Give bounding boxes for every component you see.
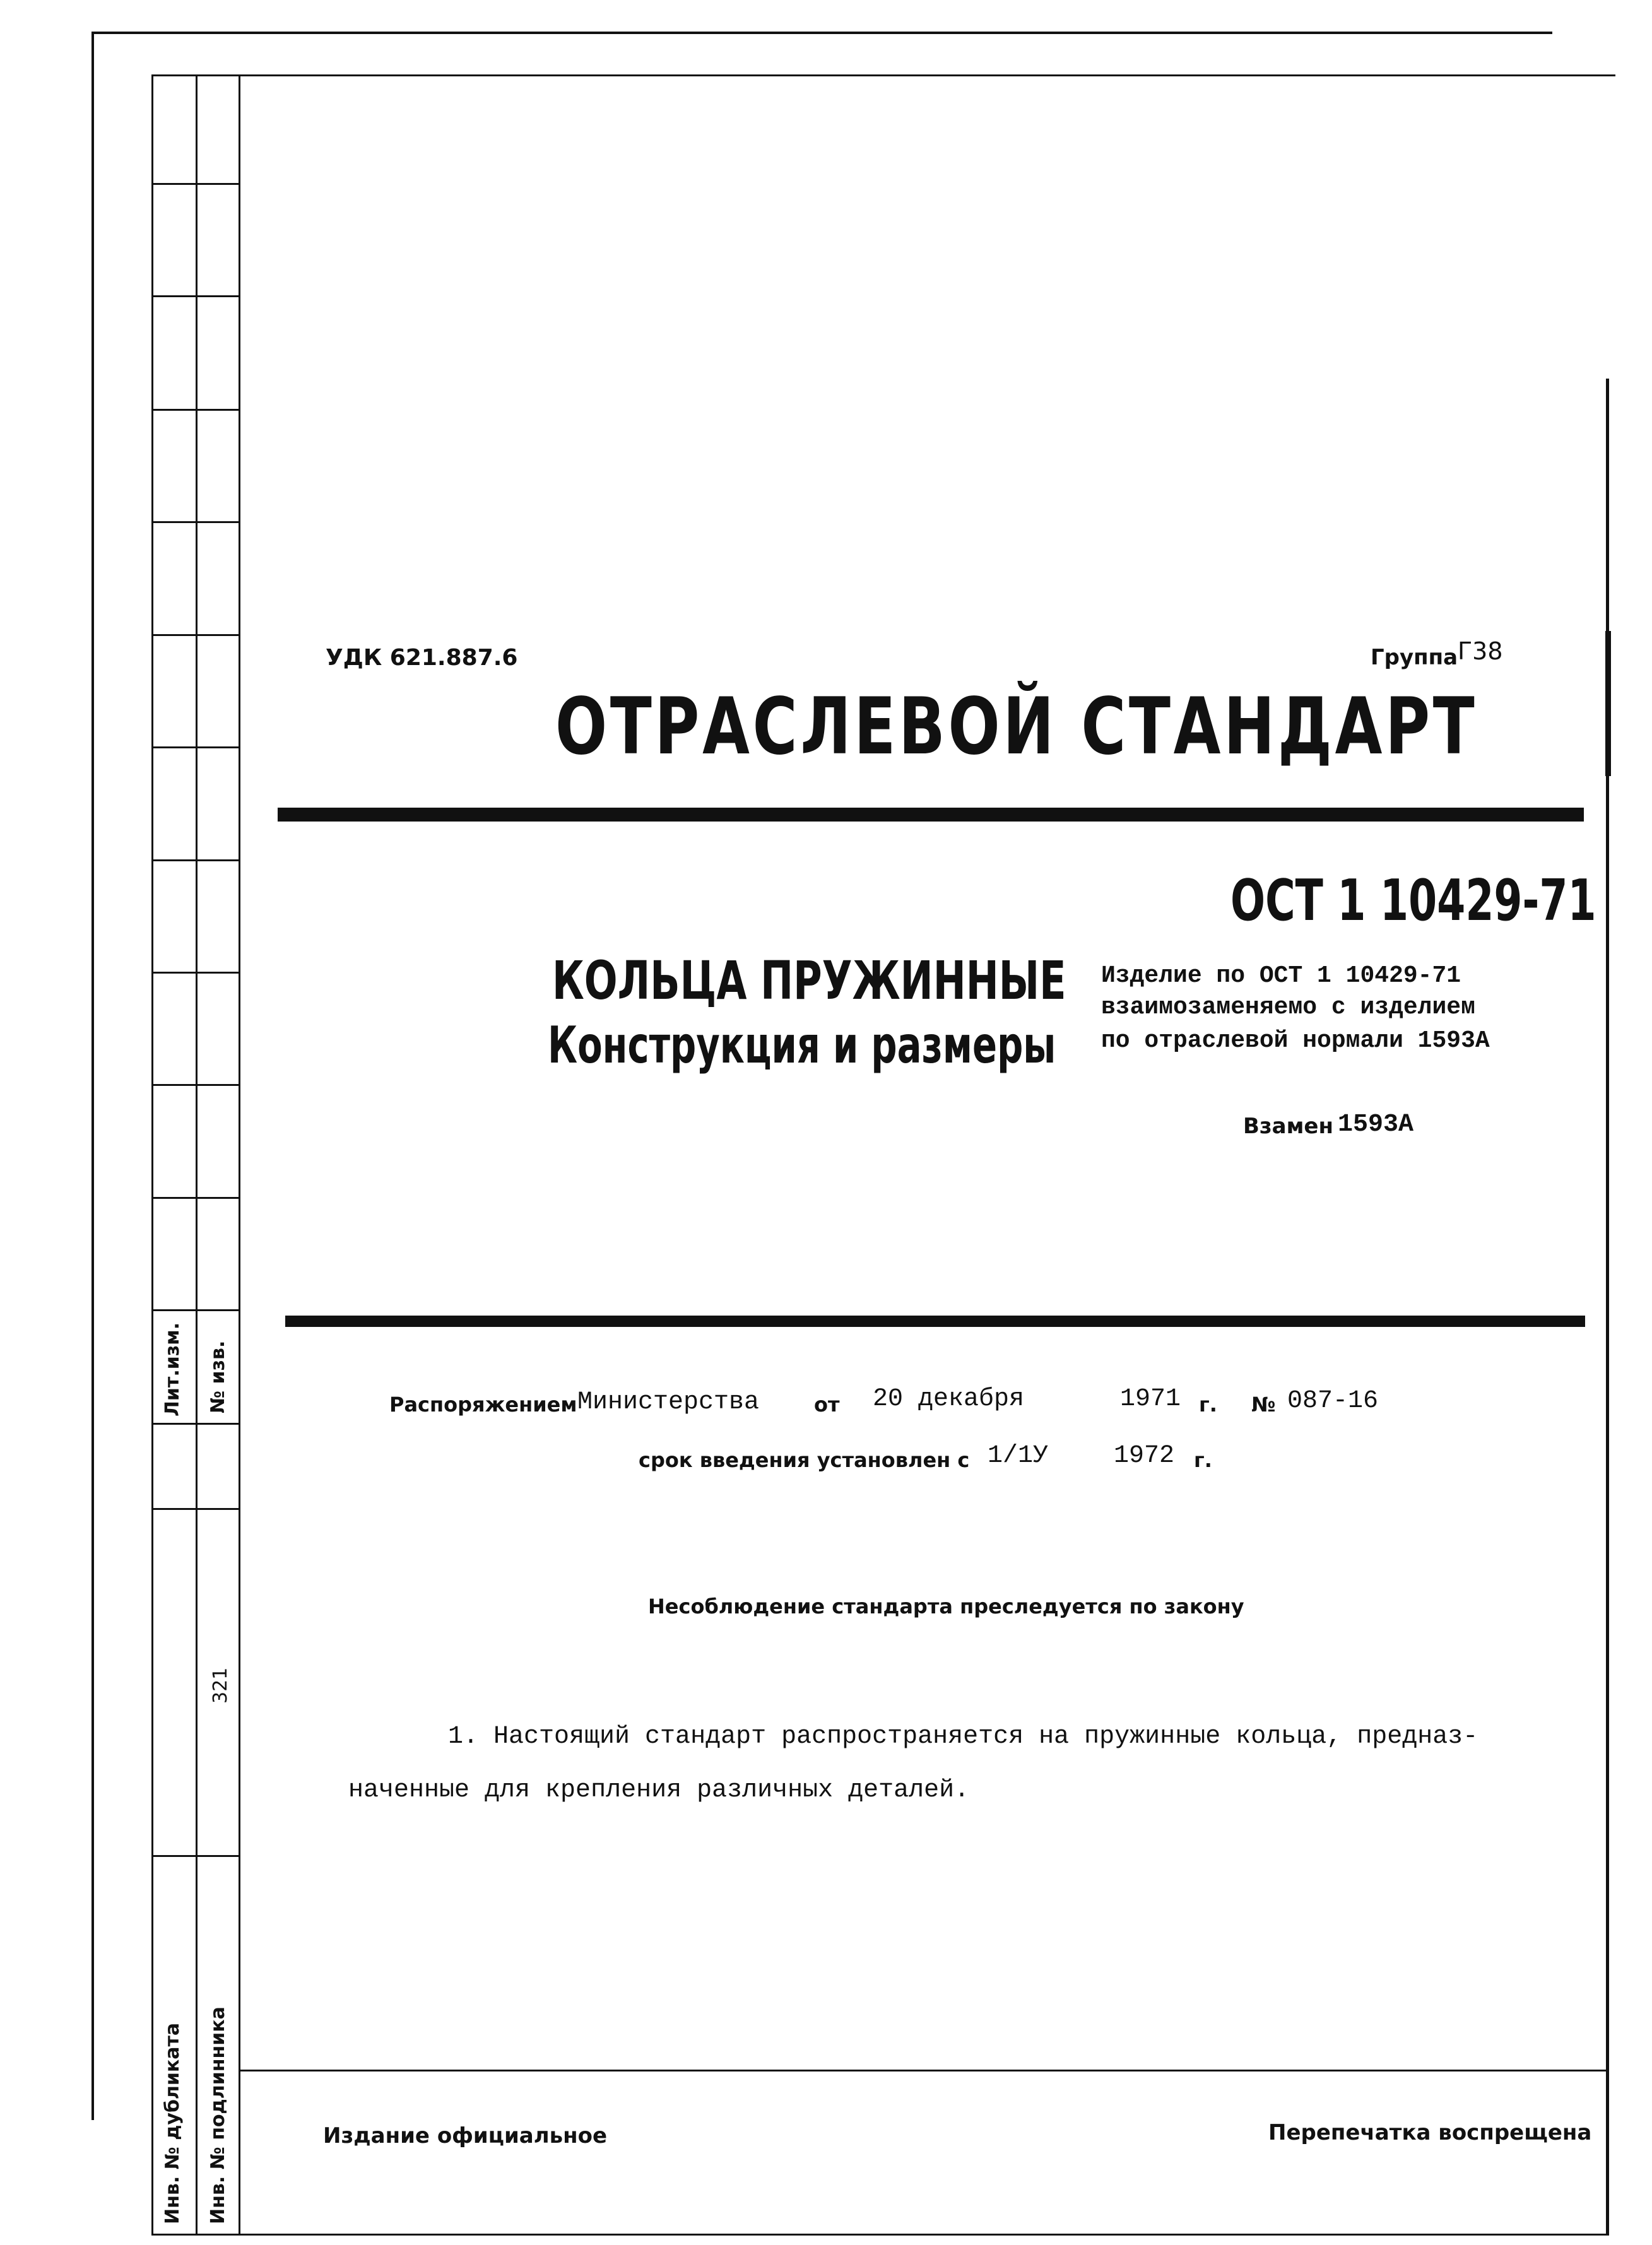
inner-left-border bbox=[151, 74, 153, 2236]
interchange-line-3: по отраслевой нормали 1593А bbox=[1101, 1027, 1490, 1054]
standard-title-1: КОЛЬЦА ПРУЖИННЫЕ bbox=[552, 950, 1066, 1011]
stamp-cell-line bbox=[151, 1508, 240, 1510]
term-label: срок введения установлен с bbox=[639, 1448, 970, 1472]
content-left-border bbox=[239, 74, 240, 2236]
stamp-cell-line bbox=[151, 1855, 240, 1857]
stamp-lit-izm: Лит.изм. bbox=[162, 1322, 184, 1417]
decree-ministry: Министерства bbox=[577, 1388, 760, 1417]
main-title: ОТРАСЛЕВОЙ СТАНДАРТ bbox=[555, 681, 1478, 772]
stamp-no-izv: № изв. bbox=[207, 1340, 229, 1413]
stamp-cell-line bbox=[151, 1197, 240, 1199]
stamp-cell-line bbox=[151, 634, 240, 636]
bottom-border bbox=[151, 2234, 1609, 2236]
inner-top-border bbox=[151, 74, 1615, 76]
outer-left-border bbox=[91, 32, 94, 2120]
stamp-cell-line bbox=[151, 409, 240, 411]
decree-date: 20 декабря bbox=[873, 1385, 1025, 1413]
stamp-divider-1 bbox=[196, 74, 198, 2236]
right-border-thick bbox=[1605, 631, 1611, 776]
title-rule-bottom bbox=[285, 1316, 1585, 1327]
decree-label: Распоряжением bbox=[389, 1393, 577, 1417]
group-code: Г38 bbox=[1458, 637, 1503, 665]
replaces-value: 1593А bbox=[1338, 1111, 1414, 1139]
body-paragraph-line-2: наченные для крепления различных деталей. bbox=[348, 1776, 970, 1805]
stamp-cell-line bbox=[151, 1309, 240, 1311]
title-rule-top bbox=[278, 808, 1584, 822]
footer-separator bbox=[239, 2070, 1609, 2071]
decree-from: от bbox=[814, 1393, 840, 1417]
stamp-cell-line bbox=[151, 521, 240, 523]
decree-number-sign: № bbox=[1251, 1393, 1276, 1417]
stamp-cell-line bbox=[151, 859, 240, 861]
udk-code: УДК 621.887.6 bbox=[326, 645, 518, 671]
footer-reprint-prohibited: Перепечатка воспрещена bbox=[1268, 2120, 1592, 2145]
stamp-cell-line bbox=[151, 1423, 240, 1425]
interchange-line-1: Изделие по ОСТ 1 10429-71 bbox=[1101, 962, 1461, 989]
standard-code: ОСТ 1 10429-71 bbox=[1230, 868, 1596, 934]
legal-notice: Несоблюдение стандарта преследуется по закону bbox=[648, 1594, 1244, 1618]
decree-year: 1971 bbox=[1120, 1385, 1181, 1413]
stamp-inv-podlinnika: Инв. № подлинника bbox=[207, 2006, 229, 2224]
standard-title-2: Конструкция и размеры bbox=[548, 1016, 1056, 1075]
replaces-label: Взамен bbox=[1243, 1114, 1333, 1139]
stamp-cell-line bbox=[151, 183, 240, 185]
term-year: 1972 bbox=[1114, 1442, 1175, 1470]
outer-top-border bbox=[91, 32, 1552, 34]
term-suffix: г. bbox=[1194, 1448, 1212, 1472]
stamp-inv-dublikata: Инв. № дубликата bbox=[162, 2022, 184, 2224]
decree-number: 087-16 bbox=[1287, 1387, 1379, 1415]
footer-official-edition: Издание официальное bbox=[323, 2123, 608, 2148]
decree-year-suffix: г. bbox=[1199, 1393, 1217, 1417]
group-label: Группа bbox=[1371, 645, 1458, 670]
body-paragraph-line-1: 1. Настоящий стандарт распространяется на пружинные кольца, предназ- bbox=[448, 1723, 1478, 1751]
stamp-cell-line bbox=[151, 1084, 240, 1086]
interchange-line-2: взаимозаменяемо с изделием bbox=[1101, 994, 1475, 1021]
stamp-cell-line bbox=[151, 295, 240, 297]
stamp-cell-line bbox=[151, 746, 240, 748]
stamp-cell-line bbox=[151, 972, 240, 974]
stamp-inv-number: 321 bbox=[209, 1667, 232, 1704]
term-date: 1/1У bbox=[988, 1442, 1049, 1470]
